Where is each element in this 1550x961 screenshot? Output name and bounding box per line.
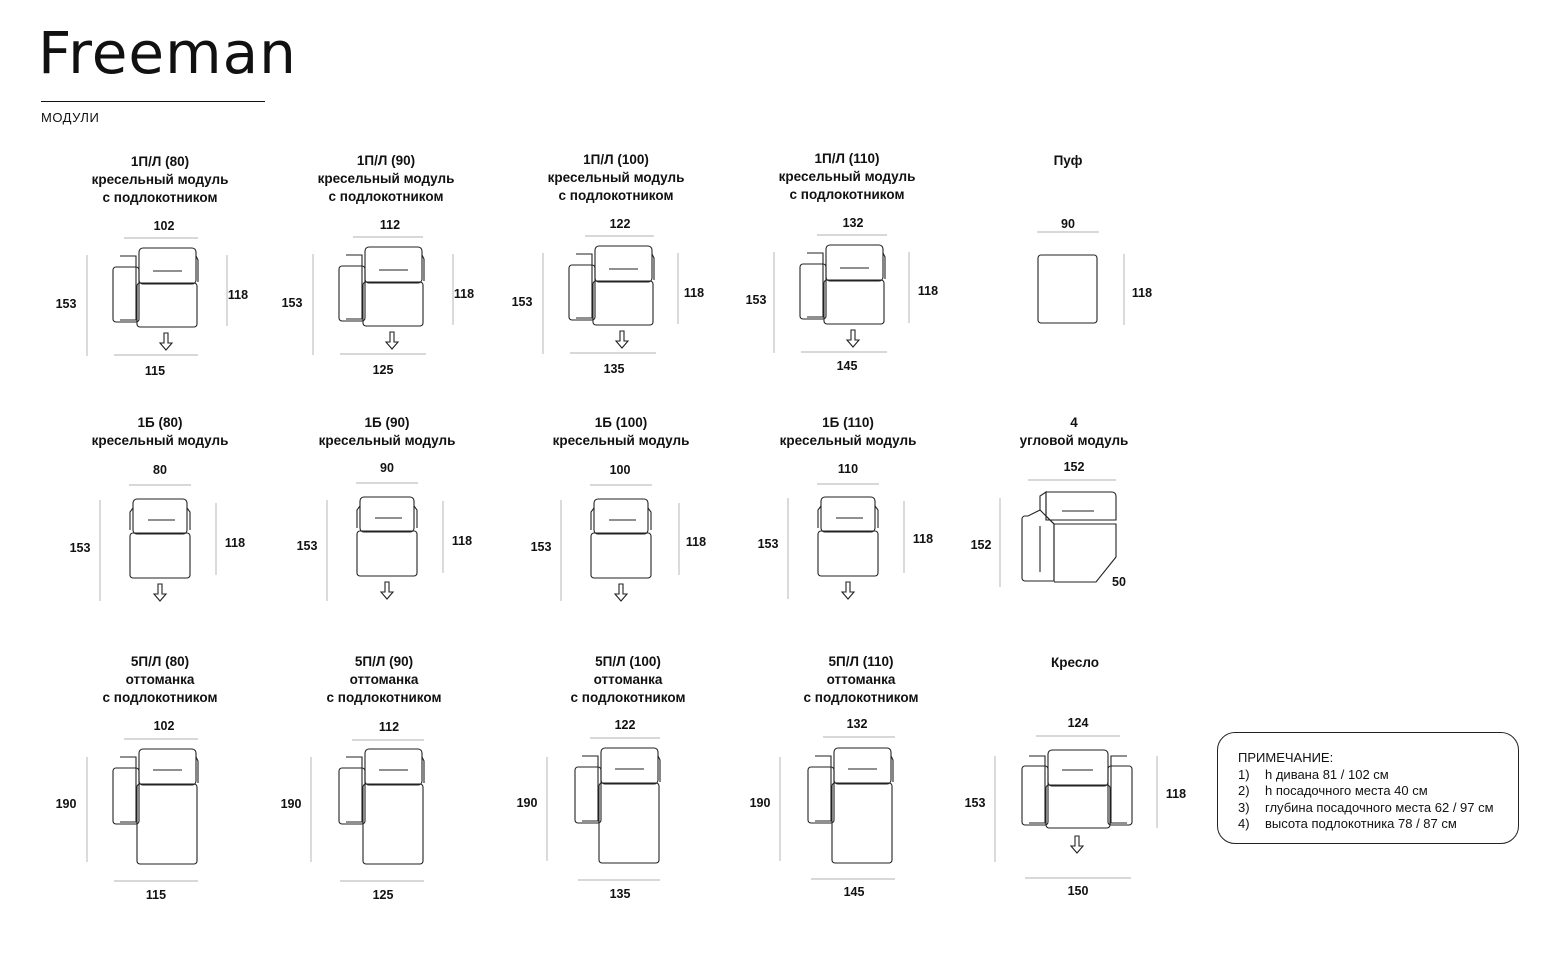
note-item-number: 1) [1238,766,1250,782]
note-item [1238,816,1518,833]
dim-top: 112 [379,218,401,232]
module-drawing [264,651,504,911]
note-box [1217,732,1519,844]
title-underline [41,101,265,102]
page-title: Freeman [38,19,297,87]
dim-left: 190 [55,797,77,811]
module-desc-2: с подлокотником [102,690,218,705]
dim-left: 153 [530,540,552,554]
module-desc: кресельный модуль [779,433,917,448]
module-desc-2: с подлокотником [558,188,674,203]
dim-left: 153 [964,796,986,810]
module-code: Кресло [1051,655,1099,670]
dim-left: 190 [516,796,538,810]
dim-left: 153 [296,539,318,553]
dim-top: 132 [846,717,868,731]
module-code: 1П/Л (100) [583,152,649,167]
module-desc-2: с подлокотником [328,189,444,204]
dim-top: 100 [609,463,631,477]
dim-top: 90 [380,461,394,475]
dim-bottom: 125 [372,888,394,902]
module-drawing [40,412,280,652]
module-drawing [266,149,506,389]
module-drawing [948,150,1188,390]
module-code: 1П/Л (90) [356,153,416,168]
dim-right: 118 [224,536,246,550]
note-item-text: глубина посадочного места 62 / 97 см [1265,799,1494,815]
module-code: 1Б (80) [137,415,183,430]
module-desc: оттоманка [125,672,195,687]
module-drawing [508,650,748,910]
note-item-text: высота подлокотника 78 / 87 см [1265,816,1457,831]
module-drawing [267,412,507,652]
module-desc-2: с подлокотником [803,690,919,705]
dim-right: 118 [451,534,473,548]
note-item-number: 2) [1238,783,1250,798]
dim-right: 118 [1131,286,1153,300]
note-title: ПРИМЕЧАНИЕ: [1238,750,1334,765]
module-desc: угловой модуль [1019,433,1129,448]
module-desc-2: с подлокотником [326,690,442,705]
module-desc-2: с подлокотником [789,187,905,202]
module-drawing [40,150,280,390]
dim-left: 152 [970,538,992,552]
dim-bottom: 135 [609,887,631,901]
dim-left: 153 [745,293,767,307]
dim-right: 118 [683,286,705,300]
module-drawing [954,412,1194,652]
dim-top: 90 [1061,217,1075,231]
module-code: 5П/Л (80) [130,654,190,669]
dim-top: 102 [153,219,175,233]
note-item-number: 4) [1238,816,1250,831]
dim-left: 153 [55,297,77,311]
dim-bottom: 125 [372,363,394,377]
dim-right: 118 [227,288,249,302]
module-desc-2: с подлокотником [570,690,686,705]
note-item-number: 3) [1238,799,1250,815]
dim-top: 152 [1063,460,1085,474]
note-item-text: h посадочного места 40 см [1265,783,1428,798]
module-drawing [40,651,280,911]
module-code: 1П/Л (80) [130,154,190,169]
dim-top: 110 [837,462,859,476]
dim-top: 80 [153,463,167,477]
dim-left: 153 [757,537,779,551]
dim-right: 118 [912,532,934,546]
module-code: 1Б (100) [594,415,648,430]
module-desc: кресельный модуль [91,172,229,187]
module-code: 1П/Л (110) [814,151,880,166]
dim-bottom: 150 [1067,884,1089,898]
dim-top: 124 [1067,716,1089,730]
module-desc: оттоманка [349,672,419,687]
dim-top: 122 [614,718,636,732]
dim-left: 190 [280,797,302,811]
module-desc: кресельный модуль [547,170,685,185]
dim-left: 153 [69,541,91,555]
module-code: 4 [1070,415,1078,430]
note-item [1238,783,1518,800]
dim-right: 118 [1165,787,1187,801]
dim-top: 132 [842,216,864,230]
module-code: 5П/Л (110) [828,654,894,669]
dim-bottom: 145 [843,885,865,899]
module-code: Пуф [1053,153,1083,168]
dim-top: 112 [378,720,400,734]
dim-bottom: 145 [836,359,858,373]
module-desc: оттоманка [826,672,896,687]
module-desc: оттоманка [593,672,663,687]
note-item-text: h дивана 81 / 102 см [1265,766,1389,782]
module-code: 1Б (110) [822,415,874,430]
module-drawing [501,412,741,652]
note-item [1238,800,1518,817]
dim-right: 118 [685,535,707,549]
module-desc: кресельный модуль [91,433,229,448]
module-drawing [741,650,981,910]
module-desc: кресельный модуль [318,433,456,448]
module-desc-2: с подлокотником [102,190,218,205]
dim-bottom: 115 [144,364,166,378]
module-drawing [496,148,736,388]
dim-right: 118 [453,287,475,301]
module-drawing [727,147,967,387]
dim-left: 153 [511,295,533,309]
dim-right: 118 [917,284,939,298]
dim-top: 102 [153,719,175,733]
dim-corner: 50 [1112,575,1126,589]
note-item [1238,767,1518,784]
module-drawing [955,652,1215,912]
dim-bottom: 115 [145,888,167,902]
module-desc: кресельный модуль [317,171,455,186]
module-code: 5П/Л (100) [595,654,661,669]
section-subtitle: МОДУЛИ [41,110,100,125]
module-desc: кресельный модуль [778,169,916,184]
dim-bottom: 135 [603,362,625,376]
dim-top: 122 [609,217,631,231]
dim-left: 190 [749,796,771,810]
dim-left: 153 [281,296,303,310]
module-desc: кресельный модуль [552,433,690,448]
module-code: 1Б (90) [364,415,410,430]
module-code: 5П/Л (90) [354,654,414,669]
